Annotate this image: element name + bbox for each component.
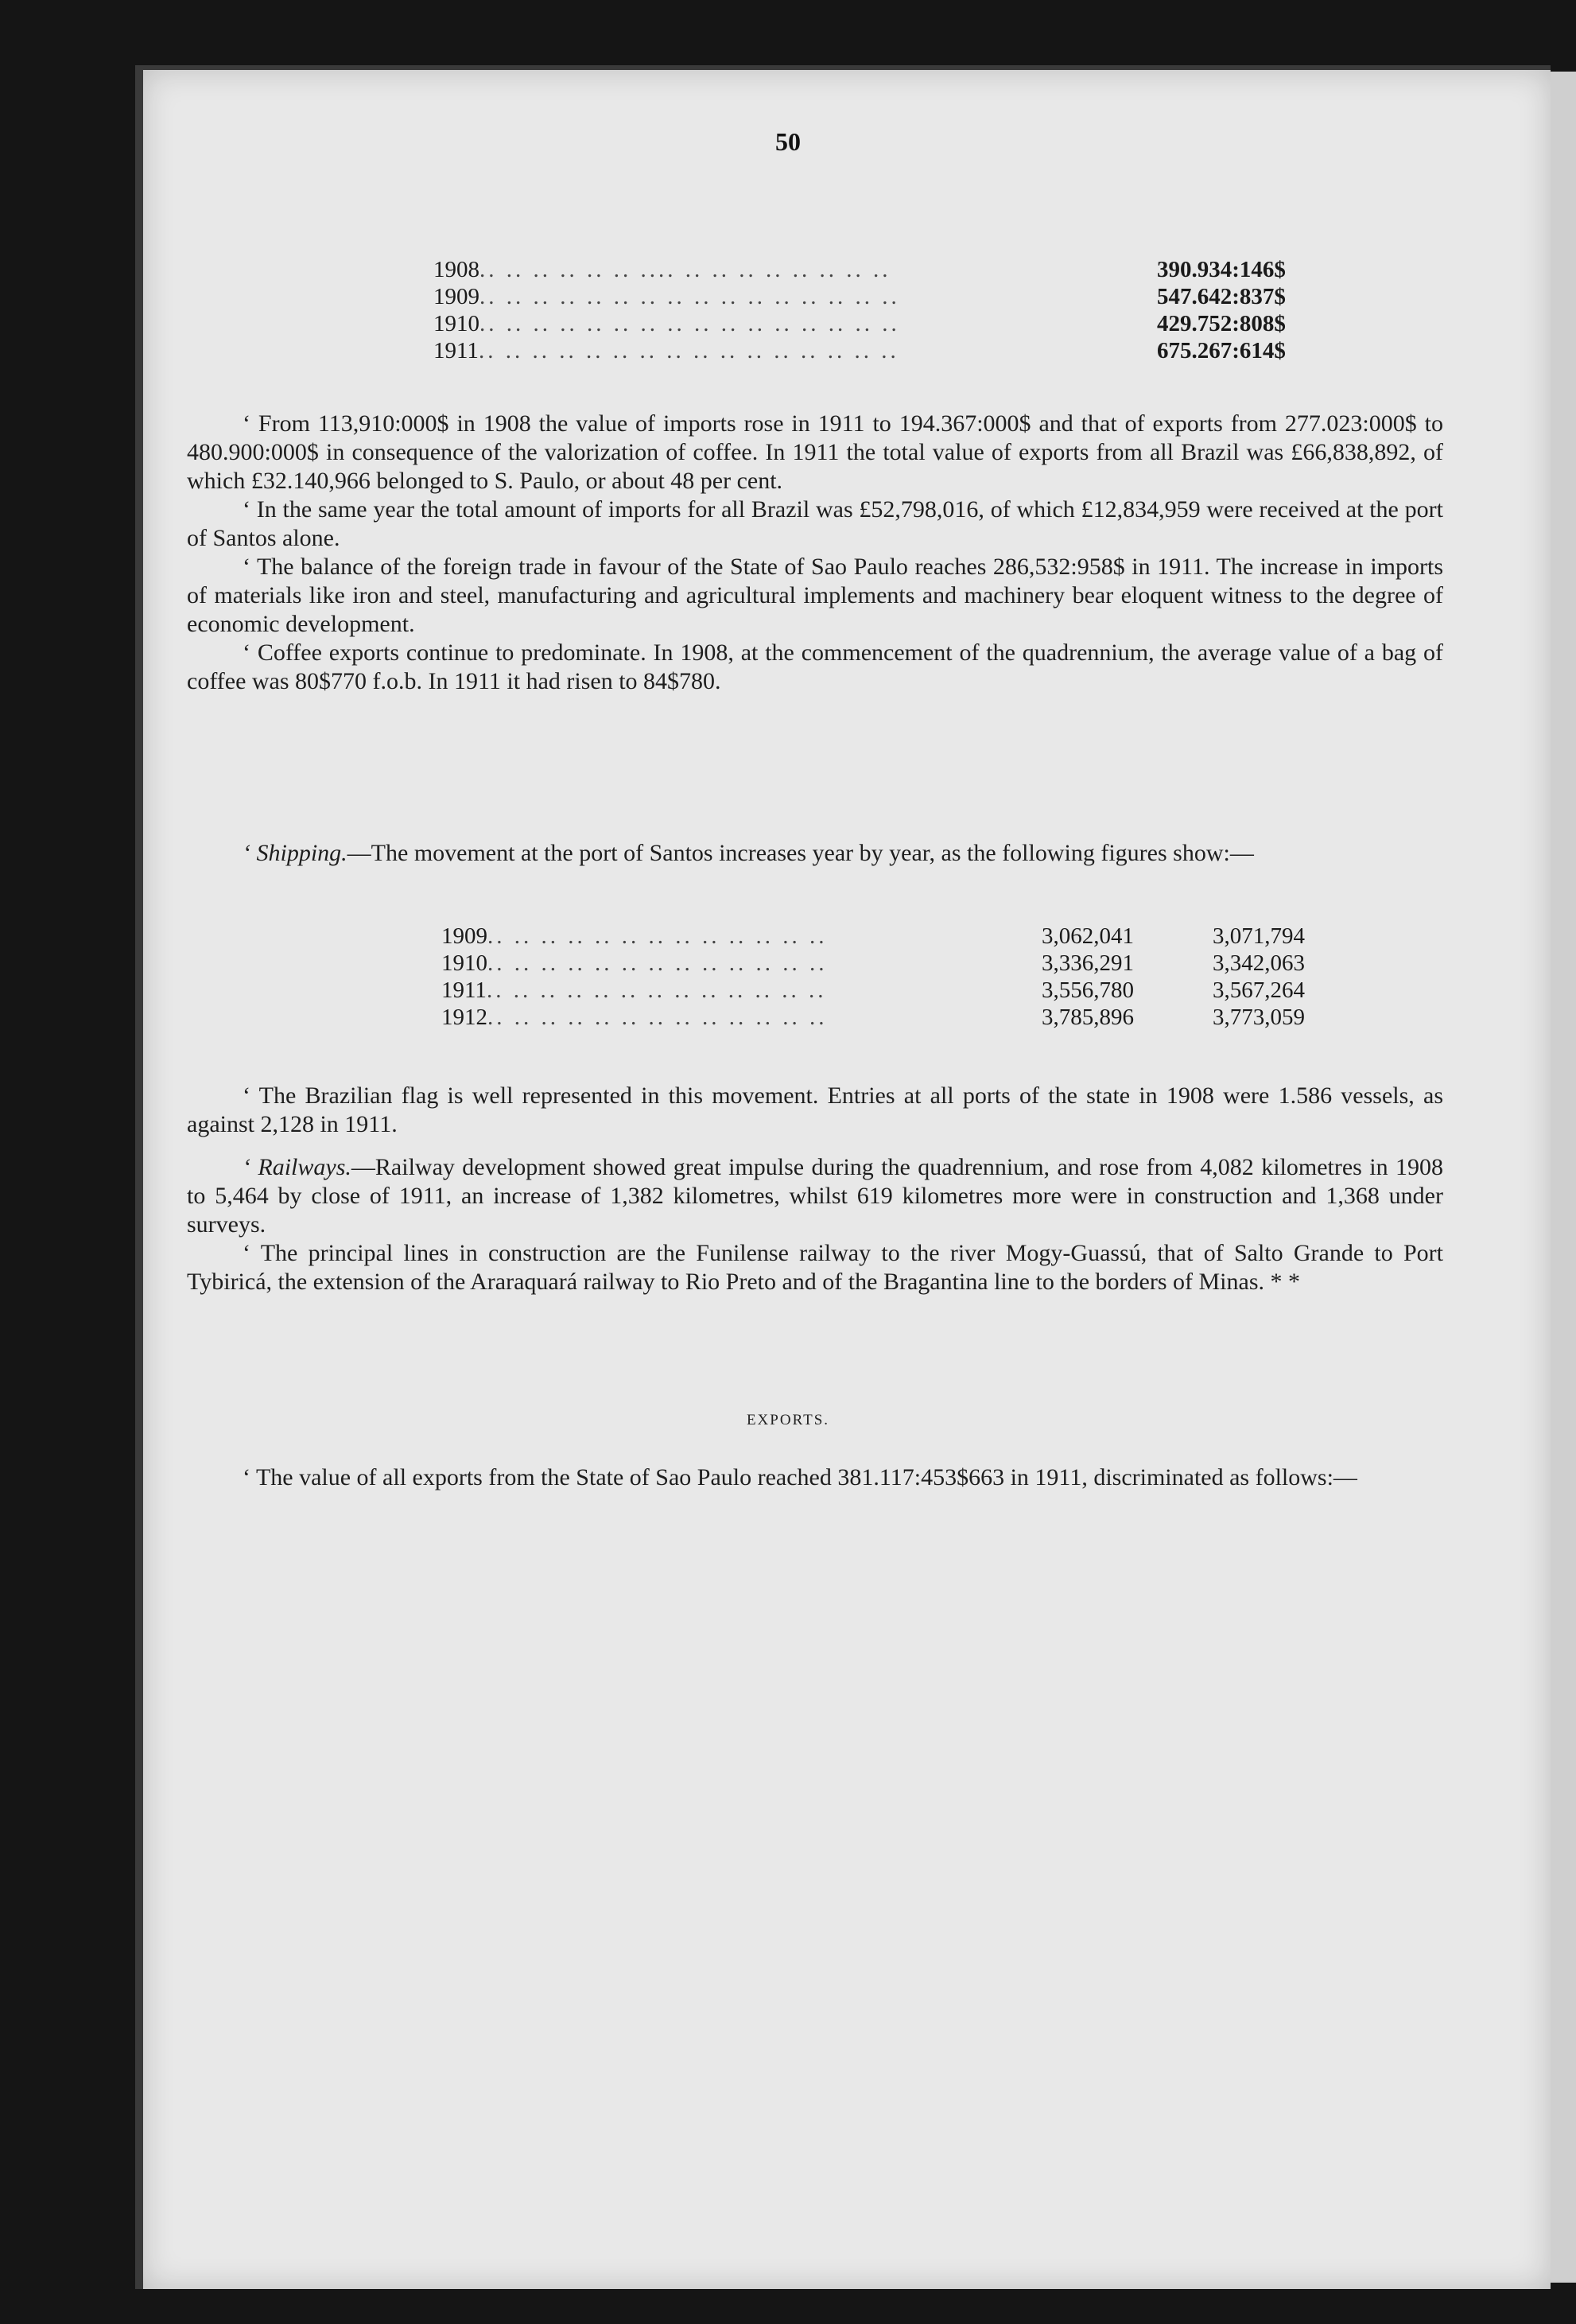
- year-label: 1911: [441, 977, 487, 1003]
- shipping-value-2: 3,342,063: [1213, 950, 1305, 976]
- year-label: 1910: [441, 950, 487, 976]
- value-cell: 547.642:837$: [1157, 284, 1286, 309]
- section-lead: ‘ Railways.: [243, 1154, 351, 1180]
- book-edge: [1551, 72, 1576, 2283]
- exports-heading: EXPORTS.: [746, 1412, 830, 1428]
- shipping-value-1: 3,336,291: [1042, 950, 1134, 976]
- values-row: 1908.. .. .. .. .. .. .... .. .. .. .. .. .. .. .. 390.934:146$: [433, 257, 1286, 282]
- paragraph: [187, 1153, 1443, 1239]
- values-row: 1910.. .. .. .. .. .. .. .. .. .. .. .. .. .. .. .. 429.752:808$: [433, 311, 1286, 336]
- shipping-value-2: 3,071,794: [1213, 923, 1305, 949]
- year-label: 1910: [433, 311, 479, 336]
- shipping-row: 1909.. .. .. .. .. .. .. .. .. .. .. .. .. 3,062,041 3,071,794: [441, 923, 1305, 949]
- paragraph: ‘ Coffee exports continue to predominate. In 1908, at the commencement of the quadrennium, the average value of a bag of coffee was 80$770 f.o.b. In 1911 it had risen to 84$780.: [187, 639, 1443, 694]
- shipping-value-2: 3,773,059: [1213, 1005, 1305, 1030]
- shipping-row: 1911.. .. .. .. .. .. .. .. .. .. .. .. .. 3,556,780 3,567,264: [441, 977, 1305, 1003]
- value-cell: 390.934:146$: [1157, 257, 1286, 282]
- shipping-row: 1910.. .. .. .. .. .. .. .. .. .. .. .. .. 3,336,291 3,342,063: [441, 950, 1305, 976]
- values-row: 1911.. .. .. .. .. .. .. .. .. .. .. .. .. .. .. .. 675.267:614$: [433, 338, 1286, 363]
- paragraph-text: —Railway development showed great impulse during the quadrennium, and rose from 4,082 kilometres in 1908 to 5,464 by close of 1911, an increase of 1,382 kilometres, whilst 619 kilometres more were in construction and 1,368 under surveys.: [187, 1154, 1443, 1238]
- shipping-table: [441, 923, 1340, 1031]
- section-lead: ‘ Shipping.: [243, 840, 347, 866]
- year-label: 1911: [433, 338, 479, 363]
- shipping-value-1: 3,556,780: [1042, 977, 1134, 1003]
- paragraph: ‘ The principal lines in construction are the Funilense railway to the river Mogy-Guassú, that of Salto Grande to Port Tybiricá, the extension of the Araraquará railway to Rio Preto and of the Bragantina line to the borders of Minas. * *: [187, 1240, 1443, 1295]
- paragraph: ‘ From 113,910:000$ in 1908 the value of imports rose in 1911 to 194.367:000$ and that of exports from 277.023:000$ to 480.900:000$ in consequence of the valorization of coffee. In 1911 the total value of exports from all Brazil was £66,838,892, of which £32.140,966 belonged to S. Paulo, or about 48 per cent.: [187, 410, 1443, 494]
- values-row: 1909.. .. .. .. .. .. .. .. .. .. .. .. .. .. .. .. 547.642:837$: [433, 284, 1286, 309]
- paragraph: ‘ The Brazilian flag is well represented in this movement. Entries at all ports of the state in 1908 were 1.586 vessels, as against 2,128 in 1911.: [187, 1082, 1443, 1137]
- shipping-row: 1912.. .. .. .. .. .. .. .. .. .. .. .. .. 3,785,896 3,773,059: [441, 1005, 1305, 1030]
- shipping-value-1: 3,785,896: [1042, 1005, 1134, 1030]
- body-text-2: [187, 1082, 1443, 1296]
- year-label: 1909: [433, 284, 479, 309]
- body-text-1: [187, 410, 1443, 696]
- paragraph: [187, 839, 1443, 868]
- shipping-value-1: 3,062,041: [1042, 923, 1134, 949]
- shipping-paragraph: [187, 839, 1443, 868]
- paragraph-text: —The movement at the port of Santos increases year by year, as the following figures show:—: [347, 840, 1254, 866]
- body-text-3: [187, 1463, 1443, 1492]
- shipping-value-2: 3,567,264: [1213, 977, 1305, 1003]
- paragraph: ‘ The value of all exports from the State of Sao Paulo reached 381.117:453$663 in 1911, discriminated as follows:—: [243, 1464, 1357, 1490]
- value-cell: 429.752:808$: [1157, 311, 1286, 336]
- page-number: 50: [775, 127, 801, 156]
- values-table: [433, 256, 1332, 364]
- paragraph: ‘ In the same year the total amount of imports for all Brazil was £52,798,016, of which £12,834,959 were received at the port of Santos alone.: [187, 496, 1443, 551]
- value-cell: 675.267:614$: [1157, 338, 1286, 363]
- year-label: 1912: [441, 1005, 487, 1030]
- year-label: 1908: [433, 257, 479, 282]
- year-label: 1909: [441, 923, 487, 949]
- paragraph: ‘ The balance of the foreign trade in favour of the State of Sao Paulo reaches 286,532:958$ in 1911. The increase in imports of materials like iron and steel, manufacturing and agricultural implements and machinery bear eloquent witness to the degree of economic development.: [187, 554, 1443, 637]
